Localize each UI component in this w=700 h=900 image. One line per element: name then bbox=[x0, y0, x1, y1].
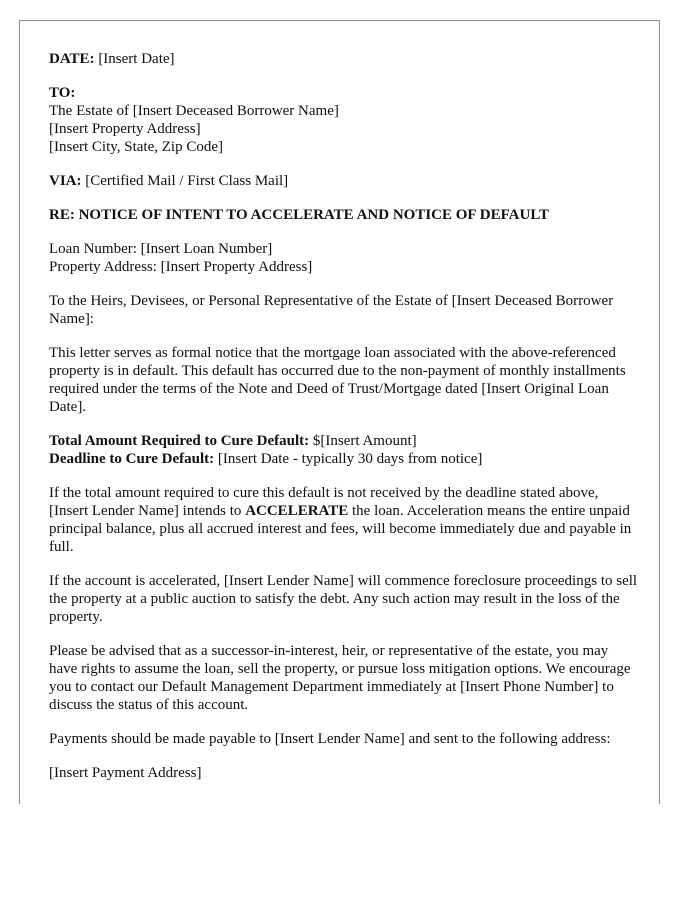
cure-deadline-line bbox=[49, 450, 639, 468]
acceleration-text-before: If the total amount required to cure this default is not received by the deadline stated above, [Insert Lender Name] intends to bbox=[49, 485, 599, 519]
date-line bbox=[49, 50, 639, 68]
recipient-line: [Insert Property Address] bbox=[49, 121, 201, 137]
cure-deadline-label: Deadline to Cure Default: bbox=[49, 451, 215, 467]
cure-amount-value: $[Insert Amount] bbox=[309, 433, 417, 449]
acceleration-paragraph bbox=[49, 484, 639, 556]
via-value: [Certified Mail / First Class Mail] bbox=[85, 173, 289, 189]
cure-amount-line bbox=[49, 432, 639, 450]
cure-deadline-value: [Insert Date - typically 30 days from notice] bbox=[214, 451, 483, 467]
payment-address: [Insert Payment Address] bbox=[49, 765, 202, 781]
loan-info-block bbox=[49, 240, 639, 276]
acceleration-text-after: the loan. Acceleration means the entire unpaid principal balance, plus all accrued interest and fees, will become immediately due and payable in full. bbox=[49, 503, 632, 555]
salutation: To the Heirs, Devisees, or Personal Representative of the Estate of [Insert Deceased Borrower Name]: bbox=[49, 293, 614, 327]
default-notice-paragraph: This letter serves as formal notice that the mortgage loan associated with the above-referenced property is in default. This default has occurred due to the non-payment of monthly installments required under the terms of the Note and Deed of Trust/Mortgage dated [Insert Original Loan Date]. bbox=[49, 345, 626, 415]
letter-page bbox=[19, 20, 660, 804]
via-label: VIA: bbox=[49, 173, 82, 189]
letter-body bbox=[49, 50, 639, 798]
date-value: [Insert Date] bbox=[98, 51, 175, 67]
payment-instructions-paragraph: Payments should be made payable to [Insert Lender Name] and sent to the following address: bbox=[49, 731, 611, 747]
foreclosure-paragraph: If the account is accelerated, [Insert Lender Name] will commence foreclosure proceedings to sell the property at a public auction to satisfy the debt. Any such action may result in the loss of the property. bbox=[49, 573, 638, 625]
cure-amount-label: Total Amount Required to Cure Default: bbox=[49, 433, 310, 449]
cure-details bbox=[49, 432, 639, 468]
property-address: Property Address: [Insert Property Address] bbox=[49, 259, 313, 275]
loan-number: Loan Number: [Insert Loan Number] bbox=[49, 241, 273, 257]
rights-paragraph: Please be advised that as a successor-in-interest, heir, or representative of the estate, you may have rights to assume the loan, sell the property, or pursue loss mitigation options. We encourage you to contact our Default Management Department immediately at [Insert Phone Number] to discuss the status of this account. bbox=[49, 643, 631, 713]
recipient-line: The Estate of [Insert Deceased Borrower Name] bbox=[49, 103, 339, 119]
recipient-block bbox=[49, 84, 639, 156]
to-label: TO: bbox=[49, 85, 76, 101]
recipient-line: [Insert City, State, Zip Code] bbox=[49, 139, 223, 155]
acceleration-emphasis: ACCELERATE bbox=[245, 503, 349, 519]
subject-line: RE: NOTICE OF INTENT TO ACCELERATE AND NOTICE OF DEFAULT bbox=[49, 207, 549, 223]
date-label: DATE: bbox=[49, 51, 95, 67]
via-line bbox=[49, 172, 639, 190]
